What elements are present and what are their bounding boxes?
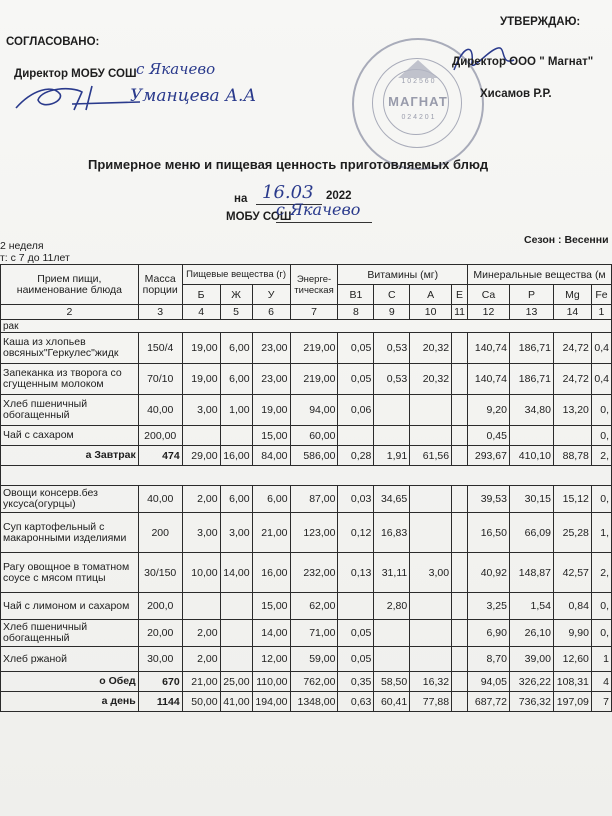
column-number: 6 (252, 305, 290, 320)
lunch-total (1, 672, 612, 692)
value-cell (452, 513, 468, 553)
value-cell: 19,00 (182, 364, 220, 395)
col-e: Е (452, 285, 468, 305)
handwritten-date: 16.03 (262, 182, 314, 203)
value-cell: 0,05 (338, 647, 374, 672)
value-cell: 1144 (138, 692, 182, 712)
value-cell (410, 513, 452, 553)
value-cell: 6,90 (468, 620, 510, 647)
value-cell (452, 446, 468, 466)
value-cell: 19,00 (252, 395, 290, 426)
column-number: 10 (410, 305, 452, 320)
value-cell: 0,06 (338, 395, 374, 426)
dish-name-cell: Хлеб ржаной (1, 647, 139, 672)
value-cell: 20,32 (410, 364, 452, 395)
value-cell: 687,72 (468, 692, 510, 712)
dish-name-cell: а день (1, 692, 139, 712)
value-cell: 12,60 (553, 647, 591, 672)
handwritten-school: с Якачево (276, 200, 361, 219)
value-cell: 108,31 (553, 672, 591, 692)
dish-name-cell: Чай с лимоном и сахаром (1, 593, 139, 620)
value-cell: 29,00 (182, 446, 220, 466)
value-cell: 40,92 (468, 553, 510, 593)
value-cell (452, 364, 468, 395)
value-cell: 24,72 (553, 364, 591, 395)
table-row (1, 426, 612, 446)
col-mg: Mg (553, 285, 591, 305)
dish-name-cell: Запеканка из творога со сгущенным молоком (1, 364, 139, 395)
col-minerals-header: Минеральные вещества (м (468, 265, 612, 285)
dish-name-cell: Чай с сахаром (1, 426, 139, 446)
value-cell (452, 553, 468, 593)
value-cell: 16,32 (410, 672, 452, 692)
value-cell: 16,83 (374, 513, 410, 553)
col-energy-header: Энерге-тическая (290, 265, 338, 305)
value-cell: 110,00 (252, 672, 290, 692)
value-cell: 62,00 (290, 593, 338, 620)
col-p: Р (509, 285, 553, 305)
left-handwritten-school: с Якачево (136, 60, 216, 78)
value-cell: 326,22 (509, 672, 553, 692)
column-number: 3 (138, 305, 182, 320)
value-cell: 88,78 (553, 446, 591, 466)
table-row (1, 364, 612, 395)
value-cell (374, 620, 410, 647)
document-title: Примерное меню и пищевая ценность приготовляемых блюд (88, 157, 489, 172)
col-c: С (374, 285, 410, 305)
value-cell (410, 647, 452, 672)
value-cell: 3,00 (182, 513, 220, 553)
value-cell: 410,10 (509, 446, 553, 466)
breakfast-section-label: рак (1, 320, 612, 333)
day-total-row (1, 692, 612, 712)
header-row-1 (1, 265, 612, 285)
value-cell (220, 426, 252, 446)
value-cell: 19,00 (182, 333, 220, 364)
value-cell: 6,00 (220, 486, 252, 513)
value-cell: 3,25 (468, 593, 510, 620)
value-cell: 40,00 (138, 395, 182, 426)
value-cell: 140,74 (468, 333, 510, 364)
value-cell (452, 486, 468, 513)
value-cell: 0,63 (338, 692, 374, 712)
table-row (1, 333, 612, 364)
value-cell: 6,00 (220, 364, 252, 395)
seal-brand: МАГНАТ (388, 94, 448, 109)
value-cell: 0,13 (338, 553, 374, 593)
value-cell: 0,35 (338, 672, 374, 692)
value-cell (452, 426, 468, 446)
value-cell: 1, (591, 513, 611, 553)
col-zh: Ж (220, 285, 252, 305)
left-signature (12, 80, 142, 114)
dish-name-cell: а Завтрак (1, 446, 139, 466)
agreed-label: СОГЛАСОВАНО: (6, 36, 100, 48)
value-cell: 94,05 (468, 672, 510, 692)
value-cell: 84,00 (252, 446, 290, 466)
value-cell (452, 647, 468, 672)
column-number-row (1, 305, 612, 320)
seal-code-top: 1 0 2 5 6 0 (401, 78, 435, 85)
value-cell: 0,53 (374, 333, 410, 364)
value-cell: 0,05 (338, 620, 374, 647)
value-cell: 2,00 (182, 647, 220, 672)
value-cell: 0,84 (553, 593, 591, 620)
value-cell: 60,41 (374, 692, 410, 712)
value-cell: 474 (138, 446, 182, 466)
dish-name-cell: Каша из хлопьев овсяных"Геркулес"жидк (1, 333, 139, 364)
right-director-role: Директор ООО " Магнат" (452, 56, 594, 68)
left-director-role: Директор МОБУ СОШ (14, 68, 137, 80)
col-b1: В1 (338, 285, 374, 305)
value-cell (410, 395, 452, 426)
value-cell (452, 593, 468, 620)
value-cell: 39,53 (468, 486, 510, 513)
value-cell (452, 692, 468, 712)
value-cell: 1348,00 (290, 692, 338, 712)
column-number: 11 (452, 305, 468, 320)
value-cell: 200,00 (138, 426, 182, 446)
value-cell: 15,00 (252, 593, 290, 620)
value-cell (509, 426, 553, 446)
value-cell: 60,00 (290, 426, 338, 446)
lunch-rows (1, 486, 612, 672)
value-cell: 0,4 (591, 364, 611, 395)
value-cell: 16,00 (220, 446, 252, 466)
column-number: 14 (553, 305, 591, 320)
value-cell: 12,00 (252, 647, 290, 672)
value-cell (410, 426, 452, 446)
value-cell: 16,50 (468, 513, 510, 553)
value-cell (182, 593, 220, 620)
col-fe: Fe (591, 285, 611, 305)
value-cell: 25,00 (220, 672, 252, 692)
breakfast-total-row (1, 446, 612, 466)
value-cell (220, 647, 252, 672)
week-label: 2 неделя (0, 240, 44, 252)
value-cell: 23,00 (252, 333, 290, 364)
season-label: Сезон : Весенни (524, 234, 609, 246)
table-row (1, 553, 612, 593)
column-number: 7 (290, 305, 338, 320)
value-cell: 70/10 (138, 364, 182, 395)
value-cell: 20,00 (138, 620, 182, 647)
value-cell: 3,00 (182, 395, 220, 426)
value-cell: 8,70 (468, 647, 510, 672)
value-cell: 23,00 (252, 364, 290, 395)
table-row (1, 395, 612, 426)
value-cell: 0, (591, 486, 611, 513)
value-cell: 66,09 (509, 513, 553, 553)
value-cell: 2, (591, 446, 611, 466)
value-cell: 94,00 (290, 395, 338, 426)
table-row (1, 486, 612, 513)
value-cell: 39,00 (509, 647, 553, 672)
table-row (1, 513, 612, 553)
value-cell (452, 672, 468, 692)
value-cell: 21,00 (182, 672, 220, 692)
dish-name-cell: о Обед (1, 672, 139, 692)
value-cell: 200 (138, 513, 182, 553)
value-cell: 41,00 (220, 692, 252, 712)
value-cell: 200,0 (138, 593, 182, 620)
column-number: 2 (1, 305, 139, 320)
value-cell: 586,00 (290, 446, 338, 466)
value-cell: 0, (591, 426, 611, 446)
date-prefix: на (234, 193, 248, 205)
value-cell (374, 647, 410, 672)
value-cell: 30/150 (138, 553, 182, 593)
value-cell: 77,88 (410, 692, 452, 712)
lunch-total-row (1, 672, 612, 692)
value-cell (338, 426, 374, 446)
value-cell: 150/4 (138, 333, 182, 364)
value-cell: 40,00 (138, 486, 182, 513)
value-cell: 232,00 (290, 553, 338, 593)
value-cell: 4 (591, 672, 611, 692)
value-cell: 0,28 (338, 446, 374, 466)
value-cell: 736,32 (509, 692, 553, 712)
col-b: Б (182, 285, 220, 305)
value-cell: 123,00 (290, 513, 338, 553)
value-cell: 0,53 (374, 364, 410, 395)
breakfast-section-row (1, 320, 612, 333)
seal-code-bottom: 0 2 4 2 0 1 (401, 114, 435, 121)
value-cell (182, 426, 220, 446)
dish-name-cell: Суп картофельный с макаронными изделиями (1, 513, 139, 553)
value-cell: 0,05 (338, 333, 374, 364)
column-number: 13 (509, 305, 553, 320)
value-cell: 293,67 (468, 446, 510, 466)
value-cell: 61,56 (410, 446, 452, 466)
column-number: 8 (338, 305, 374, 320)
value-cell: 1,91 (374, 446, 410, 466)
value-cell: 197,09 (553, 692, 591, 712)
dish-name-cell: Рагу овощное в томатном соусе с мясом птицы (1, 553, 139, 593)
value-cell: 0,05 (338, 364, 374, 395)
value-cell: 2, (591, 553, 611, 593)
value-cell: 50,00 (182, 692, 220, 712)
col-u: У (252, 285, 290, 305)
dish-name-cell: Овощи консерв.без уксуса(огурцы) (1, 486, 139, 513)
value-cell: 14,00 (252, 620, 290, 647)
left-handwritten-name: Уманцева А.А (130, 86, 257, 106)
col-ca: Са (468, 285, 510, 305)
value-cell: 219,00 (290, 333, 338, 364)
value-cell (374, 426, 410, 446)
value-cell: 1,54 (509, 593, 553, 620)
dish-name-cell: Хлеб пшеничный обогащенный (1, 395, 139, 426)
date-year: 2022 (326, 190, 352, 202)
value-cell: 42,57 (553, 553, 591, 593)
value-cell: 71,00 (290, 620, 338, 647)
value-cell (452, 395, 468, 426)
value-cell: 15,00 (252, 426, 290, 446)
value-cell: 3,00 (220, 513, 252, 553)
value-cell: 3,00 (410, 553, 452, 593)
value-cell: 1,00 (220, 395, 252, 426)
value-cell: 194,00 (252, 692, 290, 712)
value-cell: 34,65 (374, 486, 410, 513)
value-cell (338, 593, 374, 620)
value-cell: 0, (591, 395, 611, 426)
value-cell: 9,90 (553, 620, 591, 647)
col-meal-header: Прием пищи, наименование блюда (1, 265, 139, 305)
value-cell: 7 (591, 692, 611, 712)
value-cell (452, 620, 468, 647)
value-cell: 0, (591, 620, 611, 647)
value-cell: 10,00 (182, 553, 220, 593)
value-cell: 59,00 (290, 647, 338, 672)
value-cell: 2,00 (182, 486, 220, 513)
col-nutrients-header: Пищевые вещества (г) (182, 265, 290, 285)
value-cell: 9,20 (468, 395, 510, 426)
value-cell: 0, (591, 593, 611, 620)
col-mass-header: Масса порции (138, 265, 182, 305)
table-row (1, 620, 612, 647)
value-cell: 25,28 (553, 513, 591, 553)
value-cell: 6,00 (252, 486, 290, 513)
value-cell: 26,10 (509, 620, 553, 647)
col-vitamins-header: Витамины (мг) (338, 265, 468, 285)
column-number: 4 (182, 305, 220, 320)
breakfast-total (1, 446, 612, 466)
value-cell: 0,03 (338, 486, 374, 513)
value-cell: 0,45 (468, 426, 510, 446)
column-number: 9 (374, 305, 410, 320)
value-cell (410, 620, 452, 647)
value-cell: 1 (591, 647, 611, 672)
value-cell: 2,80 (374, 593, 410, 620)
value-cell: 6,00 (220, 333, 252, 364)
value-cell: 30,15 (509, 486, 553, 513)
column-number: 5 (220, 305, 252, 320)
value-cell (452, 333, 468, 364)
value-cell: 24,72 (553, 333, 591, 364)
value-cell: 148,87 (509, 553, 553, 593)
column-number: 1 (591, 305, 611, 320)
value-cell (553, 426, 591, 446)
value-cell: 30,00 (138, 647, 182, 672)
value-cell: 219,00 (290, 364, 338, 395)
value-cell (220, 620, 252, 647)
value-cell (220, 593, 252, 620)
right-director-name: Хисамов Р.Р. (480, 88, 552, 100)
menu-table (0, 264, 612, 712)
value-cell (374, 395, 410, 426)
age-label: т: с 7 до 11лет (0, 252, 70, 264)
breakfast-rows (1, 333, 612, 446)
value-cell (410, 593, 452, 620)
school-prefix: МОБУ СОШ (226, 211, 292, 223)
approve-label: УТВЕРЖДАЮ: (500, 16, 581, 28)
value-cell: 20,32 (410, 333, 452, 364)
value-cell: 87,00 (290, 486, 338, 513)
value-cell: 34,80 (509, 395, 553, 426)
column-number: 12 (468, 305, 510, 320)
value-cell: 21,00 (252, 513, 290, 553)
value-cell: 14,00 (220, 553, 252, 593)
table-row (1, 593, 612, 620)
value-cell: 58,50 (374, 672, 410, 692)
dish-name-cell: Хлеб пшеничный обогащенный (1, 620, 139, 647)
value-cell: 15,12 (553, 486, 591, 513)
day-total (1, 692, 612, 712)
value-cell: 0,12 (338, 513, 374, 553)
value-cell: 0,4 (591, 333, 611, 364)
value-cell: 31,11 (374, 553, 410, 593)
value-cell: 16,00 (252, 553, 290, 593)
value-cell: 186,71 (509, 364, 553, 395)
value-cell: 140,74 (468, 364, 510, 395)
table-row (1, 647, 612, 672)
value-cell: 13,20 (553, 395, 591, 426)
section-gap (1, 466, 612, 486)
col-a: А (410, 285, 452, 305)
school-underline (276, 222, 372, 223)
value-cell: 2,00 (182, 620, 220, 647)
value-cell (410, 486, 452, 513)
value-cell: 762,00 (290, 672, 338, 692)
value-cell: 670 (138, 672, 182, 692)
value-cell: 186,71 (509, 333, 553, 364)
